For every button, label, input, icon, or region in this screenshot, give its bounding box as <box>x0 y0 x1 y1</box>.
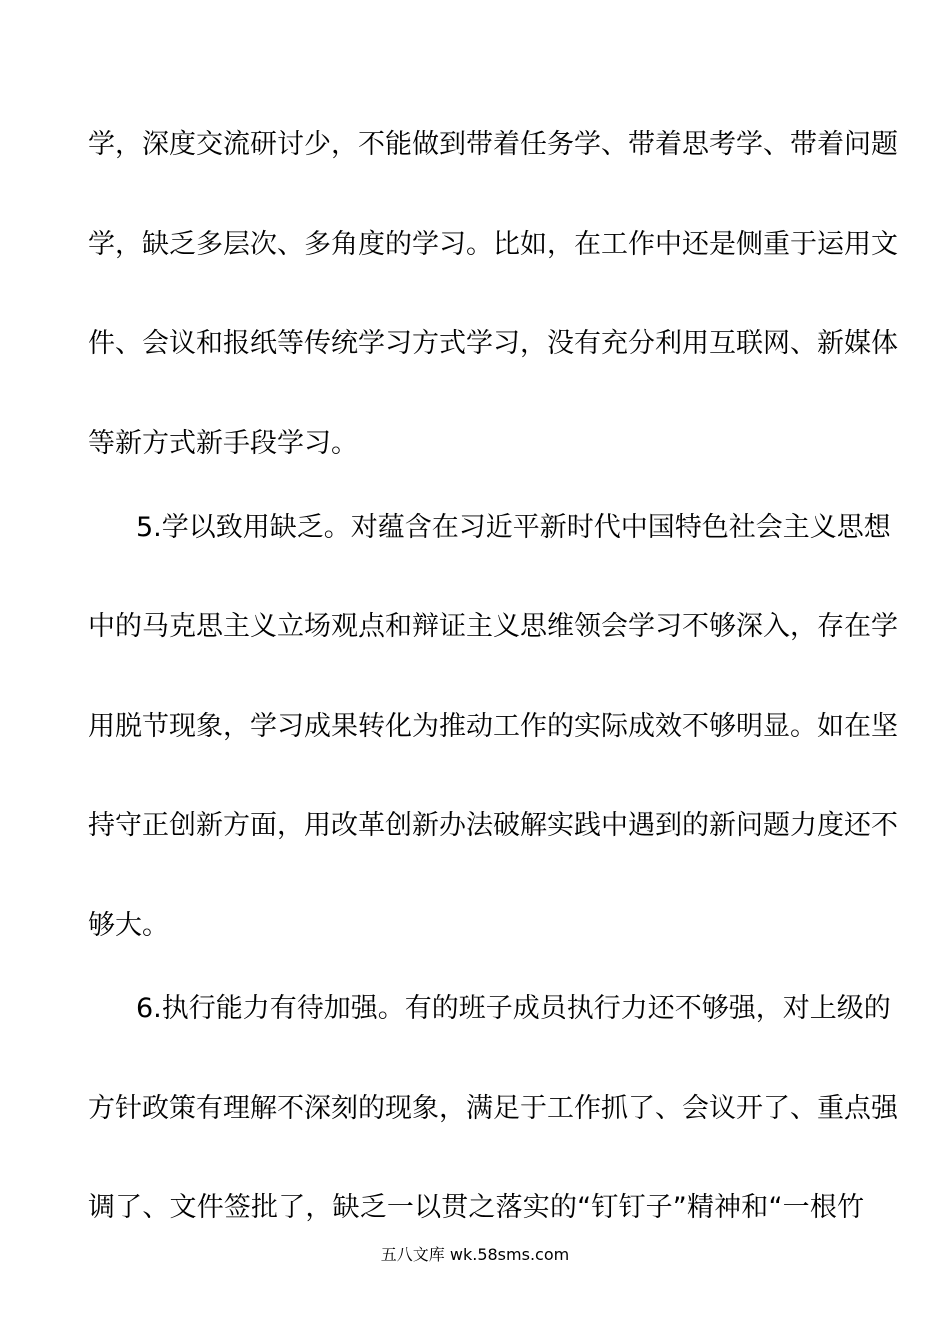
paragraph-heading-5: 5.学以致用缺乏。对蕴含在习近平新时代中国特色社会主义思想 <box>136 512 891 543</box>
text-line: 持守正创新方面，用改革创新办法破解实践中遇到的新问题力度还不 <box>88 810 898 841</box>
text-line: 中的马克思主义立场观点和辩证主义思维领会学习不够深入，存在学 <box>88 611 898 642</box>
footer-watermark: 五八文库 wk.58sms.com <box>380 1245 570 1264</box>
text-line: 等新方式新手段学习。 <box>88 428 358 459</box>
paragraph-heading-6: 6.执行能力有待加强。有的班子成员执行力还不够强，对上级的 <box>136 993 891 1024</box>
text-line: 调了、文件签批了，缺乏一以贯之落实的“钉钉子”精神和“一根竹 <box>88 1192 864 1223</box>
text-line: 方针政策有理解不深刻的现象，满足于工作抓了、会议开了、重点强 <box>88 1093 898 1124</box>
text-line: 学，缺乏多层次、多角度的学习。比如，在工作中还是侧重于运用文 <box>88 229 898 260</box>
text-line: 学，深度交流研讨少，不能做到带着任务学、带着思考学、带着问题 <box>88 129 898 160</box>
text-line: 够大。 <box>88 910 169 941</box>
text-line: 用脱节现象，学习成果转化为推动工作的实际成效不够明显。如在坚 <box>88 711 898 742</box>
text-line: 件、会议和报纸等传统学习方式学习，没有充分利用互联网、新媒体 <box>88 328 898 359</box>
